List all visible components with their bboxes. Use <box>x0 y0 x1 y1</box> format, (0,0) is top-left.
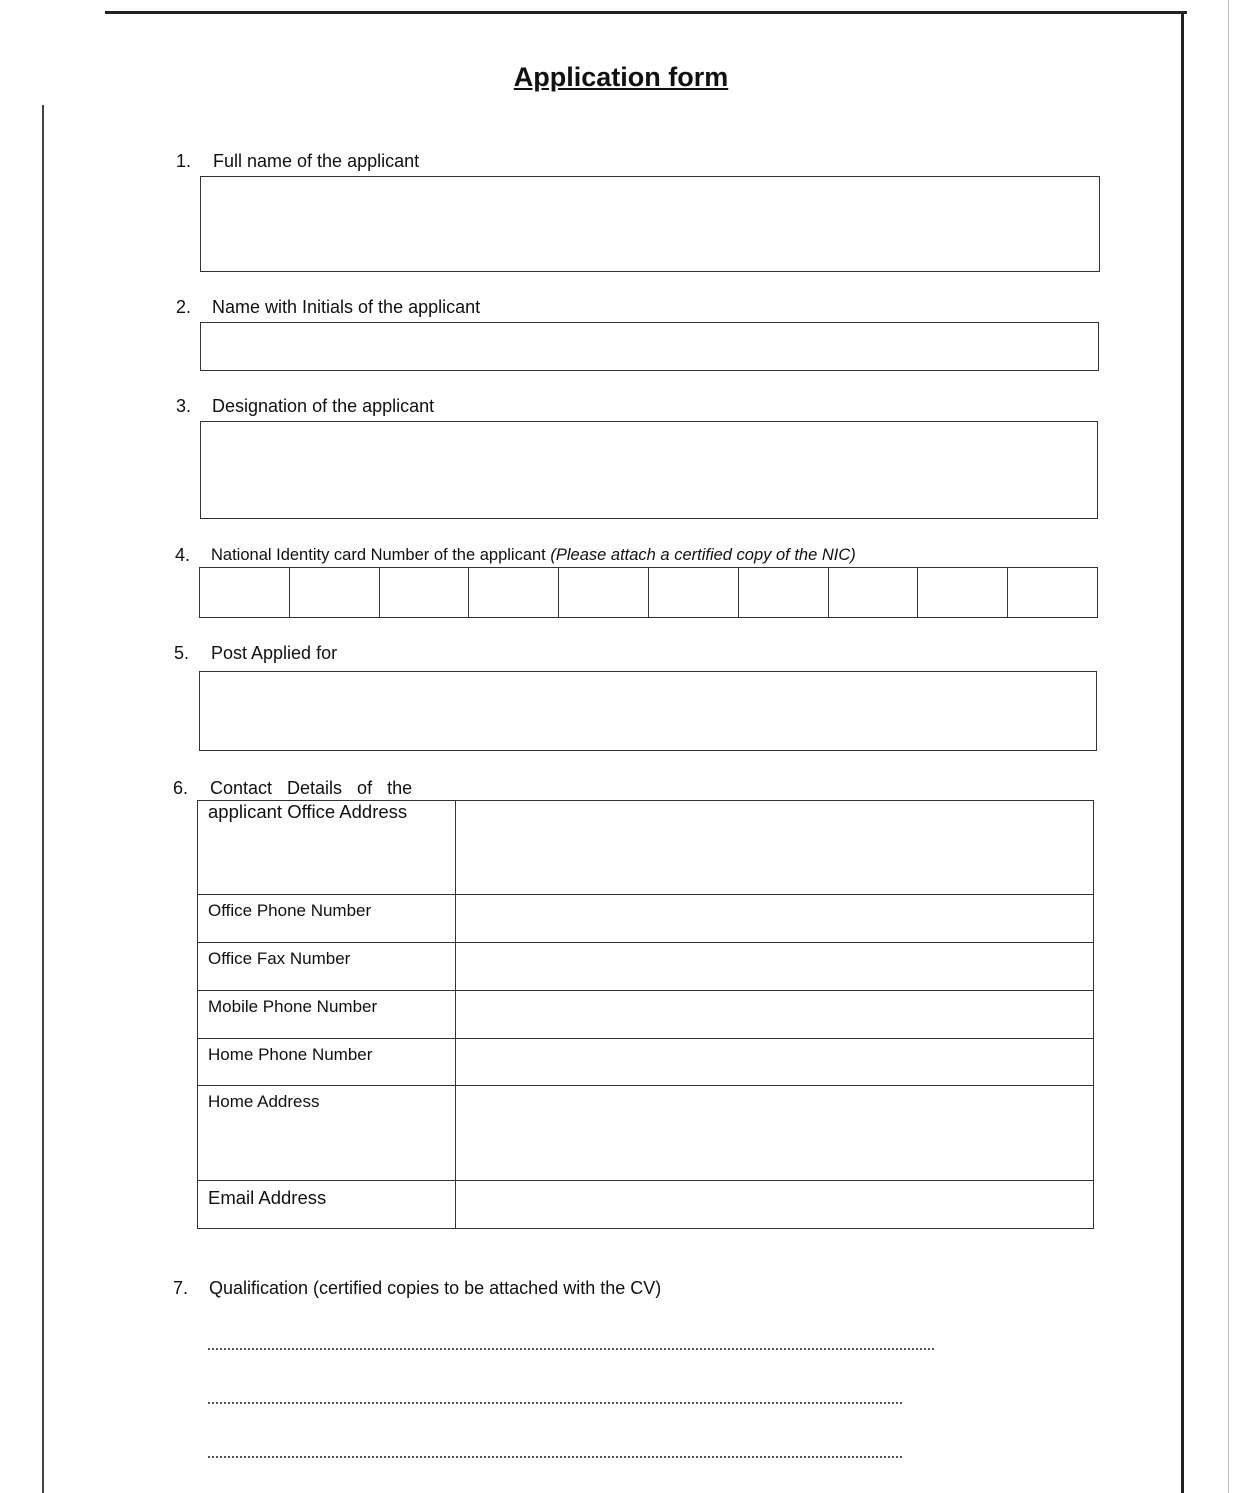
designation-box[interactable] <box>200 421 1098 519</box>
qualification-line[interactable] <box>208 1456 902 1458</box>
field-7-number: 7. <box>173 1278 189 1298</box>
contact-details-table <box>197 800 1094 1229</box>
table-row <box>198 943 1094 991</box>
nic-number-boxes <box>199 567 1098 618</box>
table-row <box>198 1086 1094 1181</box>
field-4-label <box>211 546 856 565</box>
nic-digit-box[interactable] <box>918 568 1008 617</box>
nic-digit-box[interactable] <box>290 568 380 617</box>
name-initials-box[interactable] <box>200 322 1099 371</box>
field-5-number: 5. <box>174 643 190 663</box>
field-1-label: Full name of the applicant <box>213 151 420 171</box>
post-applied-box[interactable] <box>199 671 1097 751</box>
field-1-number: 1. <box>176 151 192 171</box>
field-3-label: Designation of the applicant <box>212 396 435 416</box>
email-address-field[interactable] <box>456 1181 1094 1229</box>
nic-digit-box[interactable] <box>469 568 559 617</box>
office-fax-field[interactable] <box>456 943 1094 991</box>
table-row <box>198 1181 1094 1229</box>
nic-digit-box[interactable] <box>649 568 739 617</box>
field-6-label: Contact Details of the <box>210 778 413 798</box>
field-2-number: 2. <box>176 297 192 317</box>
nic-digit-box[interactable] <box>739 568 829 617</box>
contact-label: Office Fax Number <box>198 943 456 991</box>
field-5-label: Post Applied for <box>211 643 338 663</box>
nic-digit-box[interactable] <box>1008 568 1097 617</box>
field-3-number: 3. <box>176 396 192 416</box>
contact-label: Office Phone Number <box>198 895 456 943</box>
form-title: Application form <box>513 62 729 92</box>
office-address-field[interactable] <box>456 801 1094 895</box>
page-border-top <box>105 11 1187 14</box>
contact-label: Email Address <box>198 1181 456 1229</box>
home-address-field[interactable] <box>456 1086 1094 1181</box>
nic-digit-box[interactable] <box>380 568 470 617</box>
nic-digit-box[interactable] <box>200 568 290 617</box>
qualification-line[interactable] <box>208 1348 934 1350</box>
qualification-line[interactable] <box>208 1402 902 1404</box>
page-border-left <box>42 105 44 1493</box>
table-row <box>198 991 1094 1039</box>
nic-digit-box[interactable] <box>559 568 649 617</box>
nic-digit-box[interactable] <box>829 568 919 617</box>
contact-label: Mobile Phone Number <box>198 991 456 1039</box>
mobile-phone-field[interactable] <box>456 991 1094 1039</box>
field-2-label: Name with Initials of the applicant <box>212 297 481 317</box>
full-name-box[interactable] <box>200 176 1100 272</box>
office-phone-field[interactable] <box>456 895 1094 943</box>
field-4-note: (Please attach a certified copy of the NIC) <box>550 546 856 564</box>
field-7-label: Qualification (certified copies to be attached with the CV) <box>209 1278 662 1298</box>
contact-label: Home Phone Number <box>198 1039 456 1086</box>
table-row <box>198 895 1094 943</box>
table-row <box>198 1039 1094 1086</box>
page-border-right <box>1181 13 1184 1493</box>
field-4-number: 4. <box>175 545 191 565</box>
contact-label: applicant Office Address <box>198 801 456 895</box>
field-6-number: 6. <box>173 778 189 798</box>
table-row <box>198 801 1094 895</box>
scan-edge <box>1228 0 1229 1493</box>
field-4-label-text: National Identity card Number of the applicant <box>211 546 546 564</box>
home-phone-field[interactable] <box>456 1039 1094 1086</box>
contact-label: Home Address <box>198 1086 456 1181</box>
